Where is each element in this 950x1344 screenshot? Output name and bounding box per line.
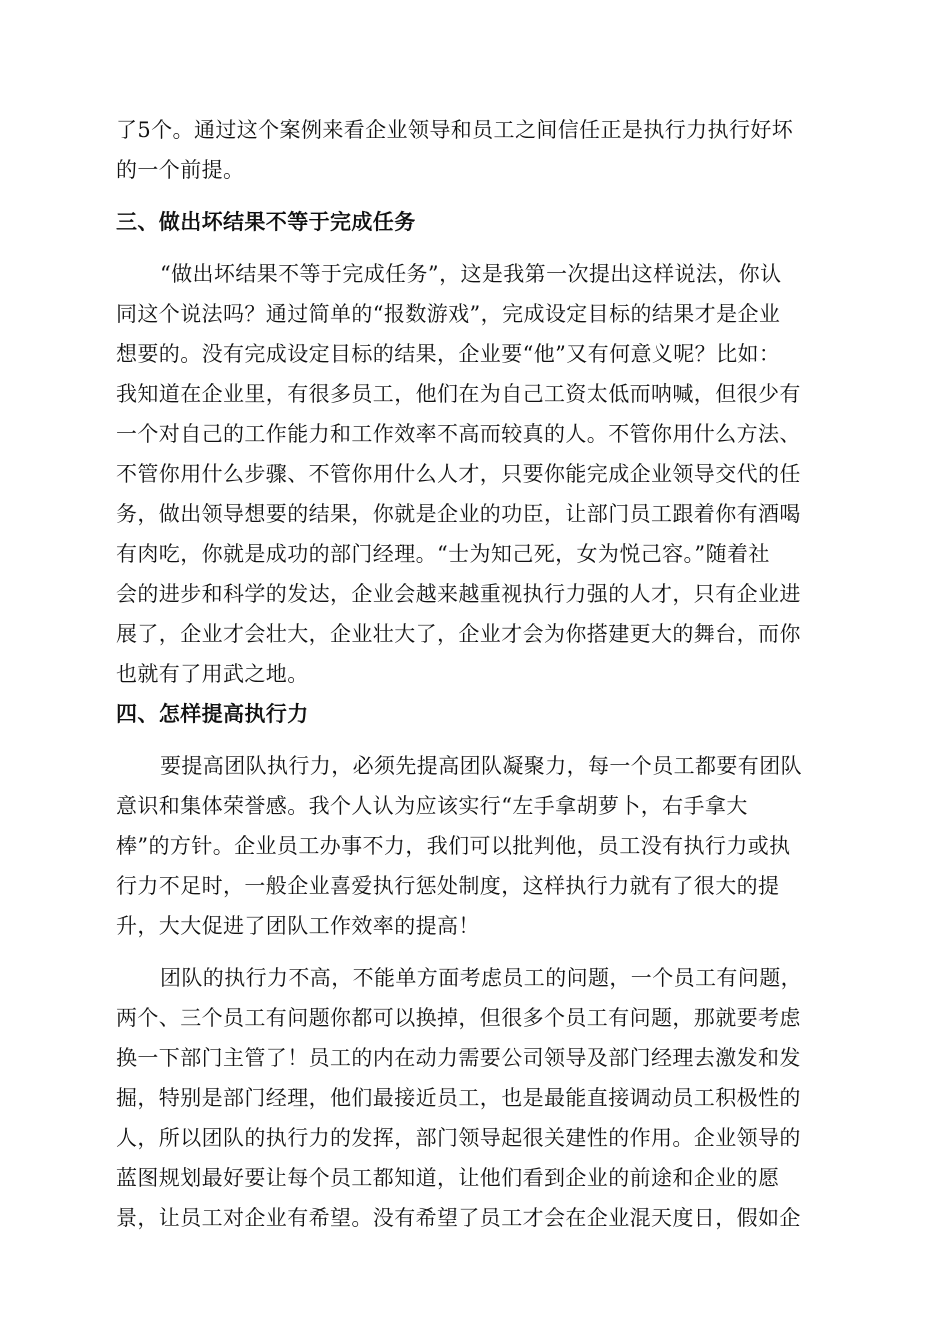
- section-4-p2-line-3: 换一下部门主管了！员工的内在动力需要公司领导及部门经理去激发和发: [116, 1046, 801, 1070]
- section-3-line-11: 也就有了用武之地。: [116, 662, 309, 686]
- section-4-p2-line-5: 人，所以团队的执行力的发挥，部门领导起很关建性的作用。企业领导的: [116, 1126, 801, 1150]
- section-4-heading: 四、怎样提高执行力: [116, 702, 309, 726]
- section-3-line-7: 务，做出领导想要的结果，你就是企业的功臣，让部门员工跟着你有酒喝: [116, 502, 801, 526]
- section-4-p2-line-2: 两个、三个员工有问题你都可以换掉，但很多个员工有问题，那就要考虑: [116, 1006, 801, 1030]
- section-3-line-8: 有肉吃，你就是成功的部门经理。“士为知己死，女为悦己容。”随着社: [116, 542, 770, 566]
- section-3-line-3: 想要的。没有完成设定目标的结果，企业要“他”又有何意义呢？比如：: [116, 342, 781, 366]
- section-4-p1-line-3: 棒”的方针。企业员工办事不力，我们可以批判他，员工没有执行力或执: [116, 834, 791, 858]
- section-3-heading: 三、做出坏结果不等于完成任务: [116, 210, 416, 234]
- section-4-p1-line-5: 升，大大促进了团队工作效率的提高！: [116, 914, 480, 938]
- section-4-p2-line-1: 团队的执行力不高，不能单方面考虑员工的问题，一个员工有问题，: [160, 966, 802, 990]
- section-4-p1-line-2: 意识和集体荣誉感。我个人认为应该实行“左手拿胡萝卜，右手拿大: [116, 794, 748, 818]
- section-3-line-10: 展了，企业才会壮大，企业壮大了，企业才会为你搭建更大的舞台，而你: [116, 622, 801, 646]
- intro-line-1: 了5个。通过这个案例来看企业领导和员工之间信任正是执行力执行好坏: [116, 118, 794, 142]
- section-3-line-9: 会的进步和科学的发达，企业会越来越重视执行力强的人才，只有企业进: [116, 582, 801, 606]
- section-3-line-4: 我知道在企业里，有很多员工，他们在为自己工资太低而呐喊，但很少有: [116, 382, 801, 406]
- section-4-p2-line-4: 掘，特别是部门经理，他们最接近员工，也是最能直接调动员工积极性的: [116, 1086, 801, 1110]
- intro-line-2: 的一个前提。: [116, 158, 245, 182]
- section-3-line-5: 一个对自己的工作能力和工作效率不高而较真的人。不管你用什么方法、: [116, 422, 801, 446]
- section-4-p1-line-1: 要提高团队执行力，必须先提高团队凝聚力，每一个员工都要有团队: [160, 754, 802, 778]
- section-3-line-6: 不管你用什么步骤、不管你用什么人才，只要你能完成企业领导交代的任: [116, 462, 801, 486]
- section-4-p1-line-4: 行力不足时，一般企业喜爱执行惩处制度，这样执行力就有了很大的提: [116, 874, 780, 898]
- section-3-line-2: 同这个说法吗？通过简单的“报数游戏”，完成设定目标的结果才是企业: [116, 302, 781, 326]
- section-4-p2-line-6: 蓝图规划最好要让每个员工都知道，让他们看到企业的前途和企业的愿: [116, 1166, 780, 1190]
- section-3-line-1: “做出坏结果不等于完成任务”，这是我第一次提出这样说法，你认: [160, 262, 782, 286]
- section-4-p2-line-7: 景，让员工对企业有希望。没有希望了员工才会在企业混天度日，假如企: [116, 1206, 801, 1230]
